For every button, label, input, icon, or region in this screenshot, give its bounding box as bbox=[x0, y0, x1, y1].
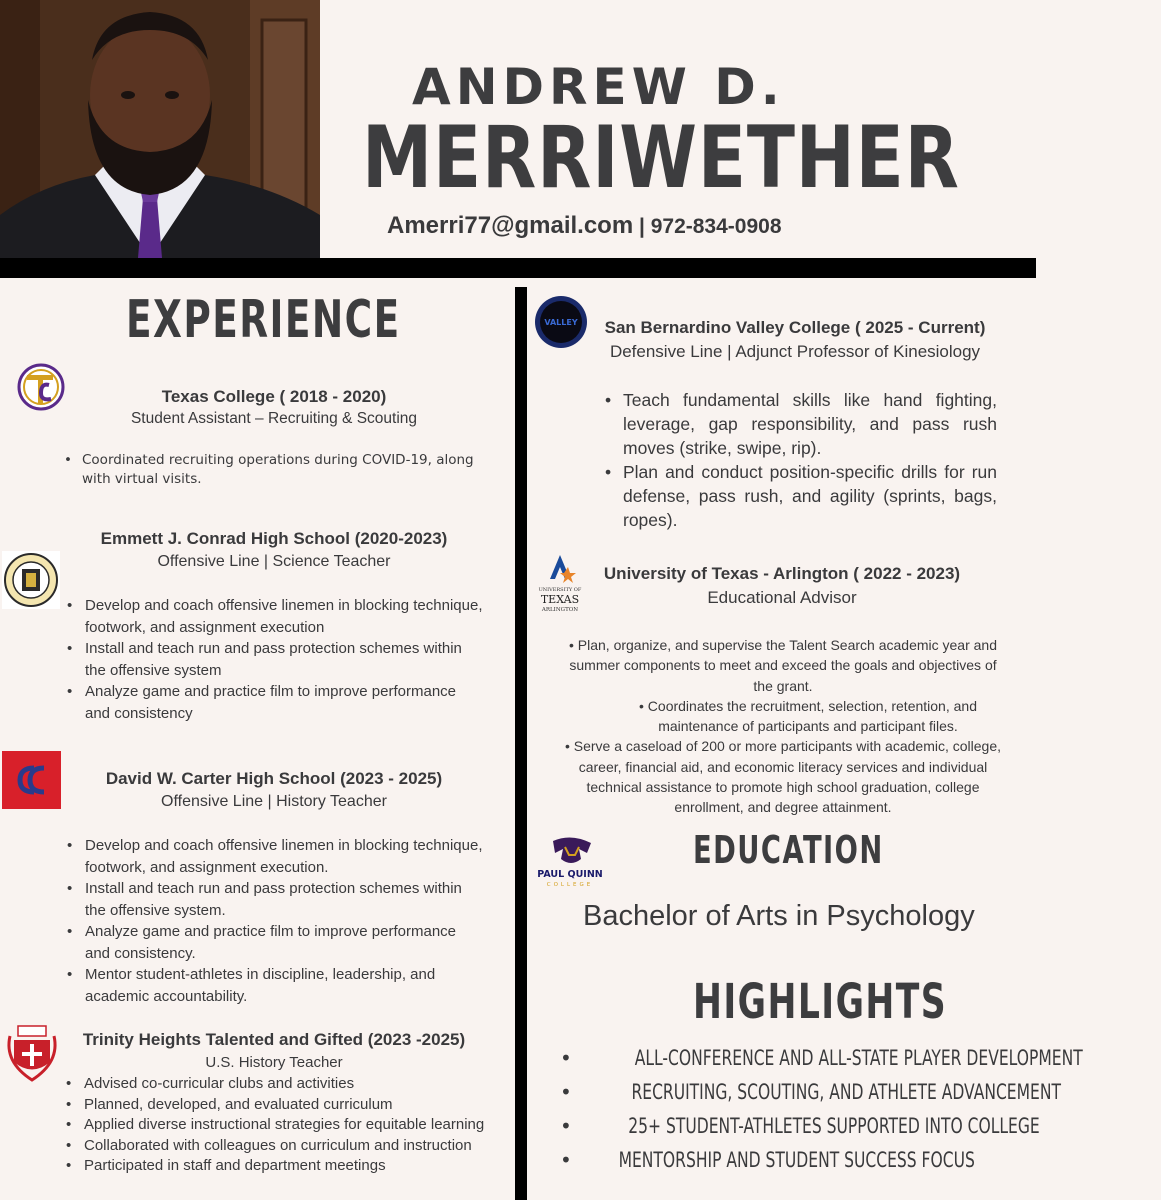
column-divider bbox=[515, 287, 527, 1200]
list-item: • Coordinated recruiting operations during COVID-19, along with virtual visits. bbox=[62, 451, 482, 489]
list-item bbox=[556, 1080, 1061, 1114]
list-item: • Install and teach run and pass protection schemes within the offensive system bbox=[65, 638, 485, 681]
highlight-text: 25+ STUDENT-ATHLETES SUPPORTED INTO COLLEGE bbox=[628, 1114, 1040, 1138]
bullets-valley bbox=[603, 388, 997, 532]
job-title-carter: David W. Carter High School (2023 - 2025) bbox=[105, 769, 443, 788]
list-item: • Plan, organize, and supervise the Talent Search academic year and summer components to meet and exceed the goals and objectives of the grant. bbox=[568, 637, 997, 694]
list-item: • Analyze game and practice film to improve performance and consistency bbox=[65, 681, 485, 724]
valley-college-logo bbox=[534, 295, 588, 354]
list-item bbox=[556, 1148, 1016, 1182]
header-divider-bar bbox=[0, 258, 1036, 278]
phone-number: 972-834-0908 bbox=[650, 215, 782, 238]
highlight-text: ALL-CONFERENCE AND ALL-STATE PLAYER DEVELOPMENT bbox=[634, 1046, 1083, 1070]
job-title-trinity: Trinity Heights Talented and Gifted (2023 -2025) bbox=[82, 1030, 466, 1049]
pq-line2: COLLEGE bbox=[546, 882, 594, 888]
highlight-text: MENTORSHIP AND STUDENT SUCCESS FOCUS bbox=[618, 1148, 975, 1172]
contact-separator: | bbox=[633, 215, 651, 238]
job-subtitle-carter: Offensive Line | History Teacher bbox=[161, 793, 387, 810]
paul-quinn-logo bbox=[531, 833, 613, 894]
degree: Bachelor of Arts in Psychology bbox=[583, 900, 975, 932]
last-name: MERRIWETHER bbox=[362, 108, 960, 208]
list-item bbox=[556, 1114, 1040, 1148]
list-item: • Analyze game and practice film to improve performance and consistency. bbox=[65, 921, 485, 964]
job-subtitle-valley: Defensive Line | Adjunct Professor of Kinesiology bbox=[609, 342, 981, 361]
header bbox=[0, 0, 1036, 258]
uta-duties bbox=[560, 635, 1006, 818]
list-item: • Install and teach run and pass protection schemes within the offensive system. bbox=[65, 878, 485, 921]
list-item: • Planned, developed, and evaluated curriculum bbox=[64, 1095, 490, 1116]
job-subtitle-conrad: Offensive Line | Science Teacher bbox=[157, 553, 391, 570]
conrad-high-school-logo bbox=[2, 551, 60, 614]
bullets-carter bbox=[65, 835, 485, 1007]
highlights-heading: HIGHLIGHTS bbox=[693, 974, 948, 1030]
list-item: • Mentor student-athletes in discipline, leadership, and academic accountability. bbox=[65, 964, 485, 1007]
education-heading: EDUCATION bbox=[693, 828, 884, 872]
experience-heading: EXPERIENCE bbox=[126, 290, 401, 350]
profile-photo bbox=[0, 0, 320, 258]
job-title-conrad: Emmett J. Conrad High School (2020-2023) bbox=[100, 529, 448, 548]
first-name: ANDREW D. bbox=[412, 58, 785, 116]
highlights-list bbox=[556, 1046, 1083, 1182]
job-title-uta: University of Texas - Arlington ( 2022 - 2023) bbox=[603, 564, 961, 583]
email-link[interactable]: Amerri77@gmail.com bbox=[387, 212, 634, 239]
valley-logo-text: VALLEY bbox=[544, 318, 578, 327]
uta-line3: ARLINGTON bbox=[541, 607, 579, 613]
uta-line2: TEXAS bbox=[540, 593, 580, 606]
carter-high-school-logo bbox=[2, 751, 61, 814]
uta-logo bbox=[534, 553, 586, 622]
list-item: • Collaborated with colleagues on curriculum and instruction bbox=[64, 1136, 490, 1157]
bullets-texas-college bbox=[62, 451, 482, 489]
job-subtitle-texas-college: Student Assistant – Recruiting & Scouting bbox=[130, 410, 418, 427]
list-item: • Develop and coach offensive linemen in blocking technique, footwork, and assignment execution bbox=[65, 595, 485, 638]
list-item: • Advised co-curricular clubs and activities bbox=[64, 1074, 490, 1095]
trinity-heights-logo bbox=[2, 1022, 62, 1089]
list-item: • Applied diverse instructional strategies for equitable learning bbox=[64, 1115, 490, 1136]
highlight-text: RECRUITING, SCOUTING, AND ATHLETE ADVANCEMENT bbox=[631, 1080, 1061, 1104]
bullets-conrad bbox=[65, 595, 485, 724]
job-subtitle-uta: Educational Advisor bbox=[707, 588, 857, 607]
list-item: • Plan and conduct position-specific drills for run defense, pass rush, and agility (sprints, bags, ropes). bbox=[603, 460, 997, 532]
texas-college-logo bbox=[17, 363, 65, 416]
list-item: • Participated in staff and department meetings bbox=[64, 1156, 490, 1177]
list-item: • Teach fundamental skills like hand fighting, leverage, gap responsibility, and pass rush moves (strike, swipe, rip). bbox=[603, 388, 997, 460]
contact-line bbox=[387, 212, 782, 240]
pq-line1: PAUL QUINN bbox=[537, 869, 603, 880]
list-item: • Coordinates the recruitment, selection, retention, and maintenance of participants and participant files. bbox=[639, 697, 977, 735]
job-title-texas-college: Texas College ( 2018 - 2020) bbox=[161, 387, 387, 406]
list-item bbox=[556, 1046, 1083, 1080]
job-title-valley: San Bernardino Valley College ( 2025 - Current) bbox=[604, 318, 986, 337]
list-item: • Serve a caseload of 200 or more participants with academic, college, career, financial aid, and economic literacy services and individual technical assistance to promote high school graduation, college enrollment, and degree attainment. bbox=[564, 738, 1002, 816]
uta-line1: UNIVERSITY OF bbox=[538, 587, 582, 593]
list-item: • Develop and coach offensive linemen in blocking technique, footwork, and assignment execution. bbox=[65, 835, 485, 878]
bullets-trinity bbox=[64, 1074, 490, 1177]
job-subtitle-trinity: U.S. History Teacher bbox=[205, 1054, 343, 1071]
